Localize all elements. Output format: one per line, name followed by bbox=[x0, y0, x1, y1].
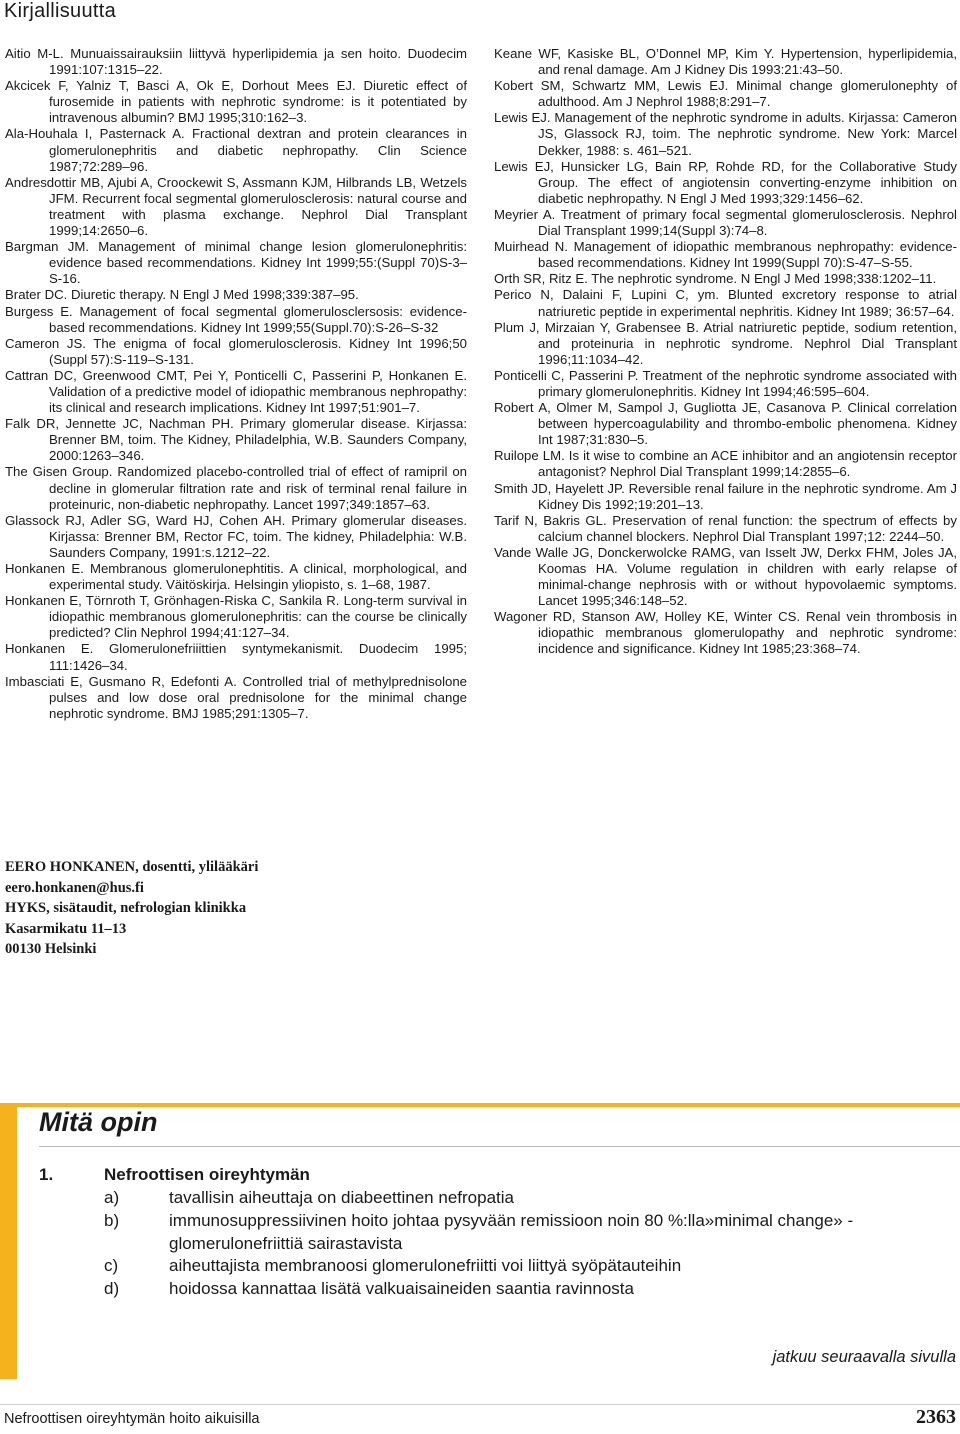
author-info bbox=[5, 857, 258, 960]
reference-item: Akcicek F, Yalniz T, Basci A, Ok E, Dorhout Mees EJ. Diuretic effect of furosemide in patients with nephrotic syndrome: is it potentiated by intravenous albumin? BMJ 1995;310:162–3. bbox=[5, 78, 467, 126]
author-postal: 00130 Helsinki bbox=[5, 941, 97, 957]
footer-title: Nefroottisen oireyhtymän hoito aikuisilla bbox=[4, 1411, 260, 1427]
reference-item: Glassock RJ, Adler SG, Ward HJ, Cohen AH. Primary glomerular diseases. Kirjassa: Brenner BM, Rector FC, toim. The kidney, Philadelphia: W.B. Saunders Company, 1991:s.1212–22. bbox=[5, 512, 467, 560]
author-name: EERO HONKANEN, dosentti, ylilääkäri bbox=[5, 859, 259, 875]
option-letter: d) bbox=[104, 1279, 120, 1298]
references-left-column bbox=[5, 46, 467, 722]
reference-item: Orth SR, Ritz E. The nephrotic syndrome. N Engl J Med 1998;338:1202–11. bbox=[494, 271, 937, 287]
reference-item: Ala-Houhala I, Pasternack A. Fractional dextran and protein clearances in glomerulonephritis and diabetic nephropathy. Clin Science 1987;72:289–96. bbox=[5, 126, 467, 174]
reference-item: Lewis EJ, Hunsicker LG, Bain RP, Rohde RD, for the Collaborative Study Group. The effect of angiotensin converting-enzyme inhibition on diabetic nephropathy. N Engl J Med 1993;329:1456–62. bbox=[494, 158, 957, 206]
reference-item: Honkanen E, Törnroth T, Grönhagen-Riska C, Sankila R. Long-term survival in idiopathic membranous glomerulonephritis: can the course be clinically predicted? Clin Nephrol 1994;41:127–34. bbox=[5, 593, 467, 641]
page-number: 2363 bbox=[916, 1406, 956, 1428]
reference-item: Perico N, Dalaini F, Lupini C, ym. Blunted excretory response to atrial natriuretic peptide in experimental nephritis. Kidney Int 1989; 36:57–64. bbox=[494, 287, 957, 319]
reference-item: Cattran DC, Greenwood CMT, Pei Y, Ponticelli C, Passerini P, Honkanen E. Validation of a predictive model of idiopathic membranous nephropathy: its clinical and research implications. Kidney Int 1997;51:901–7. bbox=[5, 367, 467, 416]
quiz-item-title: Nefroottisen oireyhtymän bbox=[104, 1165, 310, 1184]
reference-item: Bargman JM. Management of minimal change lesion glomerulonephritis: evidence based recommendations. Kidney Int 1999;55:(Suppl 70)S-3–S-16. bbox=[5, 239, 467, 287]
section-heading: Kirjallisuutta bbox=[4, 0, 117, 22]
quiz-accent-bar bbox=[0, 1103, 17, 1379]
reference-item: The Gisen Group. Randomized placebo-controlled trial of effect of ramipril on decline in glomerular filtration rate and risk of terminal renal failure in proteinuric, non-diabetic nephropathy. Lancet 1997;349:1857–63. bbox=[5, 464, 467, 512]
quiz-title: Mitä opin bbox=[39, 1107, 158, 1137]
option-text: hoidossa kannattaa lisätä valkuaisaineiden saantia ravinnosta bbox=[169, 1279, 634, 1298]
reference-item: Keane WF, Kasiske BL, O’Donnel MP, Kim Y. Hypertension, hyperlipidemia, and renal damage. Am J Kidney Dis 1993:21:43–50. bbox=[494, 46, 957, 78]
reference-item: Brater DC. Diuretic therapy. N Engl J Med 1998;339:387–95. bbox=[5, 287, 359, 303]
reference-item: Honkanen E. Membranous glomerulonephtitis. A clinical, morphological, and experimental study. Väitöskirja. Helsingin yliopisto, s. 1–68, 1987. bbox=[5, 561, 467, 593]
reference-item: Ponticelli C, Passerini P. Treatment of the nephrotic syndrome associated with primary glomerulonephritis. Kidney Int 1994;46:595–604. bbox=[494, 367, 957, 399]
reference-item: Lewis EJ. Management of the nephrotic syndrome in adults. Kirjassa: Cameron JS, Glassock RJ, toim. The nephrotic syndrome. New York: Marcel Dekker, 1988: s. 461–521. bbox=[494, 110, 957, 158]
reference-item: Andresdottir MB, Ajubi A, Croockewit S, Assmann KJM, Hilbrands LB, Wetzels JFM. Recurrent focal segmental glomerulosclerosis: natural course and treatment with plasma exchange. Nephrol Dial Transplant 1999;14:2650–6. bbox=[5, 174, 467, 239]
reference-item: Imbasciati E, Gusmano R, Edefonti A. Controlled trial of methylprednisolone pulses and low dose oral prednisolone for the minimal change nephrotic syndrome. BMJ 1985;291:1305–7. bbox=[5, 673, 467, 721]
option-text: tavallisin aiheuttaja on diabeettinen nefropatia bbox=[169, 1188, 514, 1207]
references-right-column bbox=[494, 46, 957, 658]
reference-item: Meyrier A. Treatment of primary focal segmental glomerulosclerosis. Nephrol Dial Transplant 1999;14(Suppl 3):74–8. bbox=[494, 206, 957, 239]
reference-item: Vande Walle JG, Donckerwolcke RAMG, van Isselt JW, Derkx FHM, Joles JA, Koomas HA. Volume regulation in children with early relapse of minimal-change nephrosis with or without hypovolaemic symptoms. Lancet 1995;346:148–52. bbox=[494, 544, 957, 609]
author-institution: HYKS, sisätaudit, nefrologian klinikka bbox=[5, 900, 247, 916]
continue-note: jatkuu seuraavalla sivulla bbox=[772, 1348, 956, 1366]
reference-item: Kobert SM, Schwartz MM, Lewis EJ. Minimal change glomerulonephty of adulthood. Am J Nephrol 1988;8:291–7. bbox=[494, 78, 957, 110]
author-street: Kasarmikatu 11–13 bbox=[5, 920, 127, 937]
reference-item: Muirhead N. Management of idiopathic membranous nephropathy: evidence-based recommendations. Kidney Int 1999(Suppl 70):S-47–S-55. bbox=[494, 239, 957, 271]
reference-item: Plum J, Mirzaian Y, Grabensee B. Atrial natriuretic peptide, sodium retention, and proteinuria in nephrotic syndrome. Nephrol Dial Transplant 1996;11:1034–42. bbox=[494, 319, 957, 367]
author-email: eero.honkanen@hus.fi bbox=[5, 879, 144, 896]
option-text: immunosuppressiivinen hoito johtaa pysyvään remissioon noin 80 %:lla»minimal change» -glomerulonefriittiä sairastavista bbox=[169, 1211, 854, 1253]
option-letter: c) bbox=[104, 1256, 119, 1275]
reference-item: Smith JD, Hayelett JP. Reversible renal failure in the nephrotic syndrome. Am J Kidney Dis 1992;19:201–13. bbox=[494, 480, 957, 512]
reference-item: Cameron JS. The enigma of focal glomerulosclerosis. Kidney Int 1996;50 (Suppl 57):S-119–S-131. bbox=[5, 335, 467, 367]
reference-item: Burgess E. Management of focal segmental glomerulosclersosis: evidence-based recommendations. Kidney Int 1999;55(Suppl.70):S-26–S-32 bbox=[5, 303, 467, 335]
quiz-accent-line bbox=[17, 1103, 960, 1107]
reference-item: Robert A, Olmer M, Sampol J, Gugliotta JE, Casanova P. Clinical correlation between hypercoagulability and thrombo-embolic phenomena. Kidney Int 1987;31:830–5. bbox=[494, 400, 957, 448]
reference-item: Aitio M-L. Munuaissairauksiin liittyvä hyperlipidemia ja sen hoito. Duodecim 1991:107:1315–22. bbox=[5, 46, 467, 78]
option-text: aiheuttajista membranoosi glomerulonefriitti voi liittyä syöpätauteihin bbox=[169, 1256, 682, 1275]
option-letter: a) bbox=[104, 1188, 120, 1207]
reference-item: Ruilope LM. Is it wise to combine an ACE inhibitor and an angiotensin receptor antagonist? Nephrol Dial Transplant 1999;14:2855–6. bbox=[494, 448, 957, 480]
reference-item: Honkanen E. Glomerulonefriiittien syntymekanismit. Duodecim 1995; 111:1426–34. bbox=[5, 641, 467, 673]
reference-item: Tarif N, Bakris GL. Preservation of renal function: the spectrum of effects by calcium channel blockers. Nephrol Dial Transplant 1997;12: 2244–50. bbox=[494, 512, 957, 544]
reference-item: Wagoner RD, Stanson AW, Holley KE, Winter CS. Renal vein thrombosis in idiopathic membranous glomerulopathy and nephrotic syndrome: incidence and significance. Kidney Int 1985;23:368–74. bbox=[494, 609, 957, 657]
quiz-divider bbox=[39, 1146, 960, 1147]
quiz-item-number: 1. bbox=[39, 1165, 54, 1184]
reference-item: Falk DR, Jennette JC, Nachman PH. Primary glomerular disease. Kirjassa: Brenner BM, toim. The Kidney, Philadelphia, W.B. Saunders Company, 2000:1263–346. bbox=[5, 416, 467, 464]
option-letter: b) bbox=[104, 1211, 120, 1230]
footer-divider bbox=[0, 1404, 960, 1405]
